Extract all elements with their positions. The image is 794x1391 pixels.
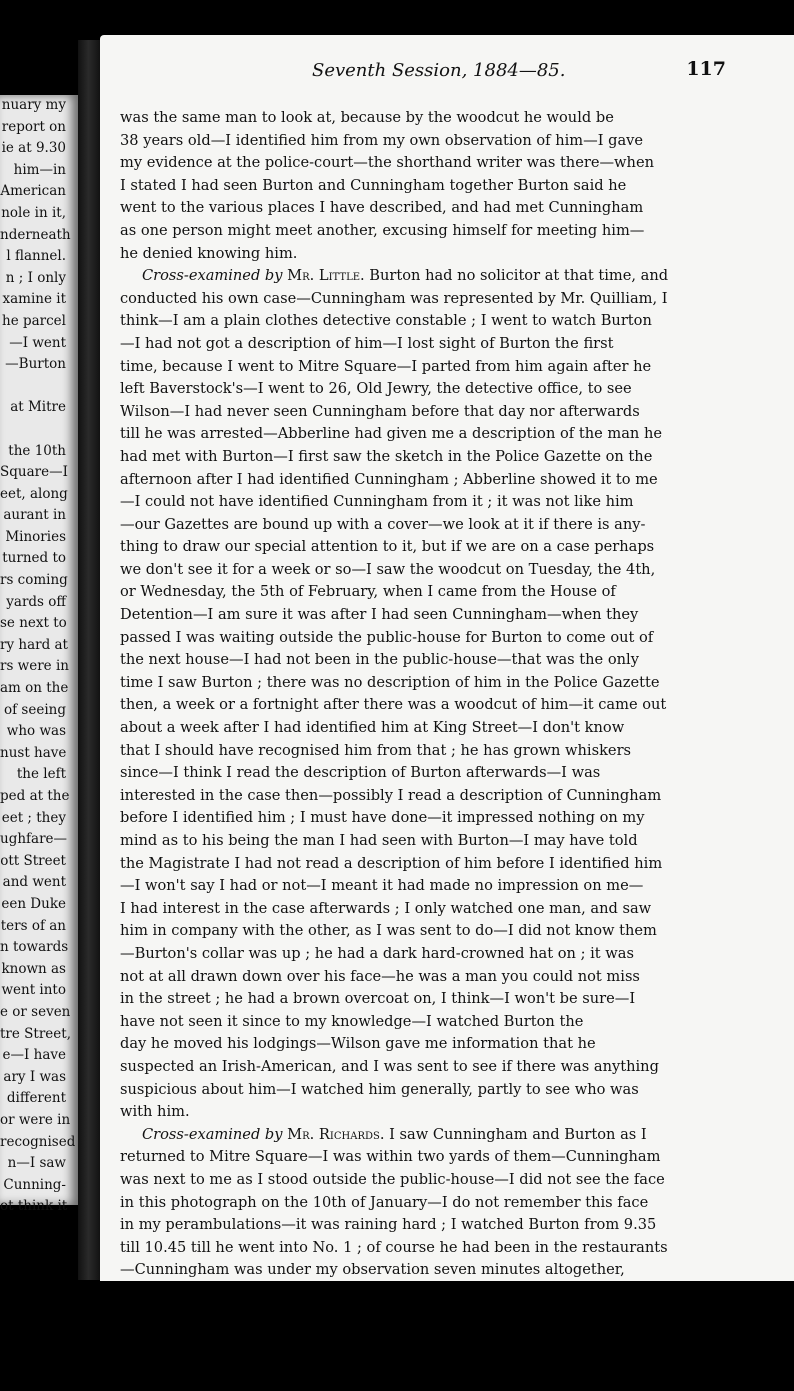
- left-page-fragment: n—I saw: [7, 1155, 66, 1172]
- text-line: the Magistrate I had not read a description of him before I identified him: [120, 854, 663, 872]
- left-page-fragment: or were in: [0, 1111, 71, 1128]
- left-page-fragment: n towards: [0, 939, 69, 956]
- text-line: have not seen it since to my knowledge—I watched Burton the: [120, 1012, 584, 1030]
- left-page-fragment: at Mitre: [10, 399, 66, 416]
- text-line: not at all drawn down over his face—he was a man you could not miss: [120, 967, 640, 985]
- left-page-fragment: ot think it: [0, 1198, 68, 1215]
- text-line: was the same man to look at, because by the woodcut he would be: [120, 109, 614, 126]
- left-page-fragment: Minories: [5, 528, 66, 545]
- left-page-fragment: e—I have: [2, 1047, 66, 1064]
- right-page: [100, 35, 794, 1285]
- text-line: afternoon after I had identified Cunningham ; Abberline showed it to me: [120, 470, 658, 488]
- text-line: —Cunningham was under my observation seven minutes altogether,: [120, 1261, 625, 1279]
- left-page-fragment: Square—I: [0, 464, 68, 481]
- left-page-fragment: American: [0, 183, 66, 200]
- text-line: day he moved his lodgings—Wilson gave me information that he: [120, 1035, 596, 1053]
- text-line: in this photograph on the 10th of January—I do not remember this face: [120, 1193, 649, 1211]
- text-line: returned to Mitre Square—I was within two yards of them—Cunningham: [120, 1148, 661, 1166]
- first-line-text: I saw Cunningham and Burton as I: [389, 1125, 647, 1143]
- left-page-fragment: ie at 9.30: [1, 140, 66, 157]
- left-page-fragment: yards off: [6, 593, 66, 610]
- left-page-fragment: e or seven: [0, 1003, 71, 1020]
- text-line: I stated I had seen Burton and Cunningham together Burton said he: [120, 176, 627, 194]
- text-line: —Burton's collar was up ; he had a dark hard-crowned hat on ; it was: [120, 944, 634, 962]
- left-page-fragment: report on: [1, 118, 66, 135]
- text-line: in my perambulations—it was raining hard ; I watched Burton from 9.35: [120, 1216, 657, 1234]
- examiner-name: Mr. Little.: [287, 267, 365, 285]
- text-line: Wilson—I had never seen Cunningham before that day nor afterwards: [120, 402, 640, 420]
- left-page-fragment: rs coming: [0, 572, 68, 589]
- text-line: till he was arrested—Abberline had given me a description of the man he: [120, 425, 662, 443]
- text-line: had met with Burton—I first saw the sketch in the Police Gazette on the: [120, 447, 653, 465]
- left-page-fragment: ry hard at: [0, 636, 68, 653]
- left-page-fragment: —I went: [9, 334, 66, 351]
- left-page-fragment: aurant in: [3, 507, 66, 524]
- left-page-fragment: different: [6, 1090, 66, 1107]
- text-line: was next to me as I stood outside the public-house—I did not see the face: [120, 1170, 665, 1188]
- section-first-line: [120, 1124, 732, 1147]
- cross-examination-little: [120, 265, 732, 1124]
- page-number: 117: [686, 58, 726, 80]
- text-line: thing to draw our special attention to it, but if we are on a case perhaps: [120, 538, 655, 556]
- text-line: as one person might meet another, excusing himself for meeting him—: [120, 221, 645, 239]
- left-page-fragment: tre Street,: [0, 1025, 71, 1042]
- text-line: suspected an Irish-American, and I was sent to see if there was anything: [120, 1057, 659, 1075]
- text-line: left Baverstock's—I went to 26, Old Jewry, the detective office, to see: [120, 380, 632, 398]
- text-line: then, a week or a fortnight after there was a woodcut of him—it came out: [120, 696, 667, 714]
- text-line: till 10.45 till he went into No. 1 ; of course he had been in the restaurants: [120, 1238, 668, 1256]
- text-line: before I identified him ; I must have done—it impressed nothing on my: [120, 809, 645, 827]
- text-line: suspicious about him—I watched him generally, partly to see who was: [120, 1080, 639, 1098]
- text-line: passed I was waiting outside the public-house for Burton to come out of: [120, 628, 654, 646]
- text-line: Detention—I am sure it was after I had seen Cunningham—when they: [120, 606, 639, 624]
- left-page-fragment: Cunning-: [3, 1176, 66, 1193]
- body-text: [120, 107, 732, 1282]
- left-page-fragment: went into: [1, 982, 66, 999]
- text-line: went to the various places I have described, and had met Cunningham: [120, 199, 644, 217]
- left-page-fragment: ughfare—: [0, 831, 68, 848]
- left-page-fragment: ters of an: [0, 917, 66, 934]
- intro-paragraph: [120, 107, 732, 265]
- left-page-fragment: xamine it: [2, 291, 66, 308]
- text-line: we don't see it for a week or so—I saw the woodcut on Tuesday, the 4th,: [120, 560, 656, 578]
- section-heading: Cross-examined by: [142, 267, 283, 285]
- left-page-fragment: nust have: [0, 744, 67, 761]
- text-line: in the street ; he had a brown overcoat on, I think—I won't be sure—I: [120, 990, 636, 1008]
- left-page-fragment: eet ; they: [1, 809, 66, 826]
- first-line-text: Burton had no solicitor at that time, and: [369, 267, 669, 285]
- section-first-line: [120, 265, 732, 288]
- text-line: mind as to his being the man I had seen with Burton—I may have told: [120, 832, 638, 849]
- running-title: Seventh Session, 1884—85.: [312, 60, 566, 81]
- left-page-fragment: n ; I only: [5, 269, 66, 286]
- text-line: about a week after I had identified him at King Street—I don't know: [120, 719, 625, 737]
- text-line: or Wednesday, the 5th of February, when I came from the House of: [120, 583, 616, 601]
- left-page-fragment: known as: [1, 960, 66, 977]
- section-heading: Cross-examined by: [142, 1125, 283, 1143]
- left-page-fragment: recognised: [0, 1133, 76, 1150]
- left-page-fragment: of seeing: [4, 701, 66, 718]
- left-page-fragment: [0, 419, 78, 441]
- text-line: —I could not have identified Cunningham from it ; it was not like him: [120, 493, 634, 511]
- text-line: 38 years old—I identified him from my own observation of him—I gave: [120, 131, 644, 149]
- text-line: with him.: [120, 1103, 190, 1121]
- left-page-fragment: him—in: [13, 161, 66, 178]
- text-line: the next house—I had not been in the public-house—that was the only: [120, 651, 639, 669]
- left-page-fragment: nuary my: [1, 97, 66, 113]
- text-line: him in company with the other, as I was sent to do—I did not know them: [120, 922, 657, 940]
- left-page-fragment: eet, along: [0, 485, 68, 502]
- left-page-fragment: he parcel: [2, 312, 66, 329]
- examiner-name: Mr. Richards.: [287, 1125, 385, 1143]
- left-page-fragment: ary I was: [3, 1068, 66, 1085]
- left-page-fragment: nderneath: [0, 226, 71, 243]
- page-header: [100, 60, 794, 90]
- left-page-fragment: —Burton: [5, 356, 66, 373]
- left-page-fragment: the left: [16, 766, 66, 783]
- cross-examination-richards: [120, 1124, 732, 1282]
- text-line: interested in the case then—possibly I read a description of Cunningham: [120, 786, 662, 804]
- left-page-fragment: and went: [2, 874, 66, 891]
- left-page-fragment: l flannel.: [6, 248, 66, 265]
- left-page-fragment: am on the: [0, 680, 69, 697]
- left-page-fragment: rs were in: [0, 658, 69, 675]
- text-line: —our Gazettes are bound up with a cover—we look at it if there is any-: [120, 515, 646, 533]
- text-line: time, because I went to Mitre Square—I parted from him again after he: [120, 357, 652, 375]
- left-page-fragment: nole in it,: [1, 204, 66, 221]
- text-line: think—I am a plain clothes detective constable ; I went to watch Burton: [120, 312, 652, 330]
- left-page-fragment: se next to: [0, 615, 67, 632]
- text-line: conducted his own case—Cunningham was represented by Mr. Quilliam, I: [120, 289, 668, 307]
- left-page-fragment: een Duke: [1, 895, 66, 912]
- left-page-fragment: ped at the: [0, 788, 70, 804]
- left-page-fragment: ott Street: [0, 852, 66, 869]
- left-page-fragment: the 10th: [8, 442, 66, 459]
- left-page-fragment: [0, 376, 78, 398]
- left-page-fragment: turned to: [2, 550, 66, 567]
- text-line: since—I think I read the description of Burton afterwards—I was: [120, 764, 601, 782]
- text-line: my evidence at the police-court—the shorthand writer was there—when: [120, 154, 654, 172]
- text-line: that I should have recognised him from that ; he has grown whiskers: [120, 741, 632, 759]
- background-shadow: [0, 1281, 794, 1391]
- text-line: —I won't say I had or not—I meant it had made no impression on me—: [120, 877, 644, 895]
- left-page-edge: [0, 95, 78, 1215]
- left-page-fragment: who was: [6, 723, 66, 740]
- text-line: I had interest in the case afterwards ; I only watched one man, and saw: [120, 899, 652, 917]
- text-line: he denied knowing him.: [120, 244, 298, 262]
- text-line: —I had not got a description of him—I lost sight of Burton the first: [120, 334, 614, 352]
- text-line: time I saw Burton ; there was no description of him in the Police Gazette: [120, 673, 660, 691]
